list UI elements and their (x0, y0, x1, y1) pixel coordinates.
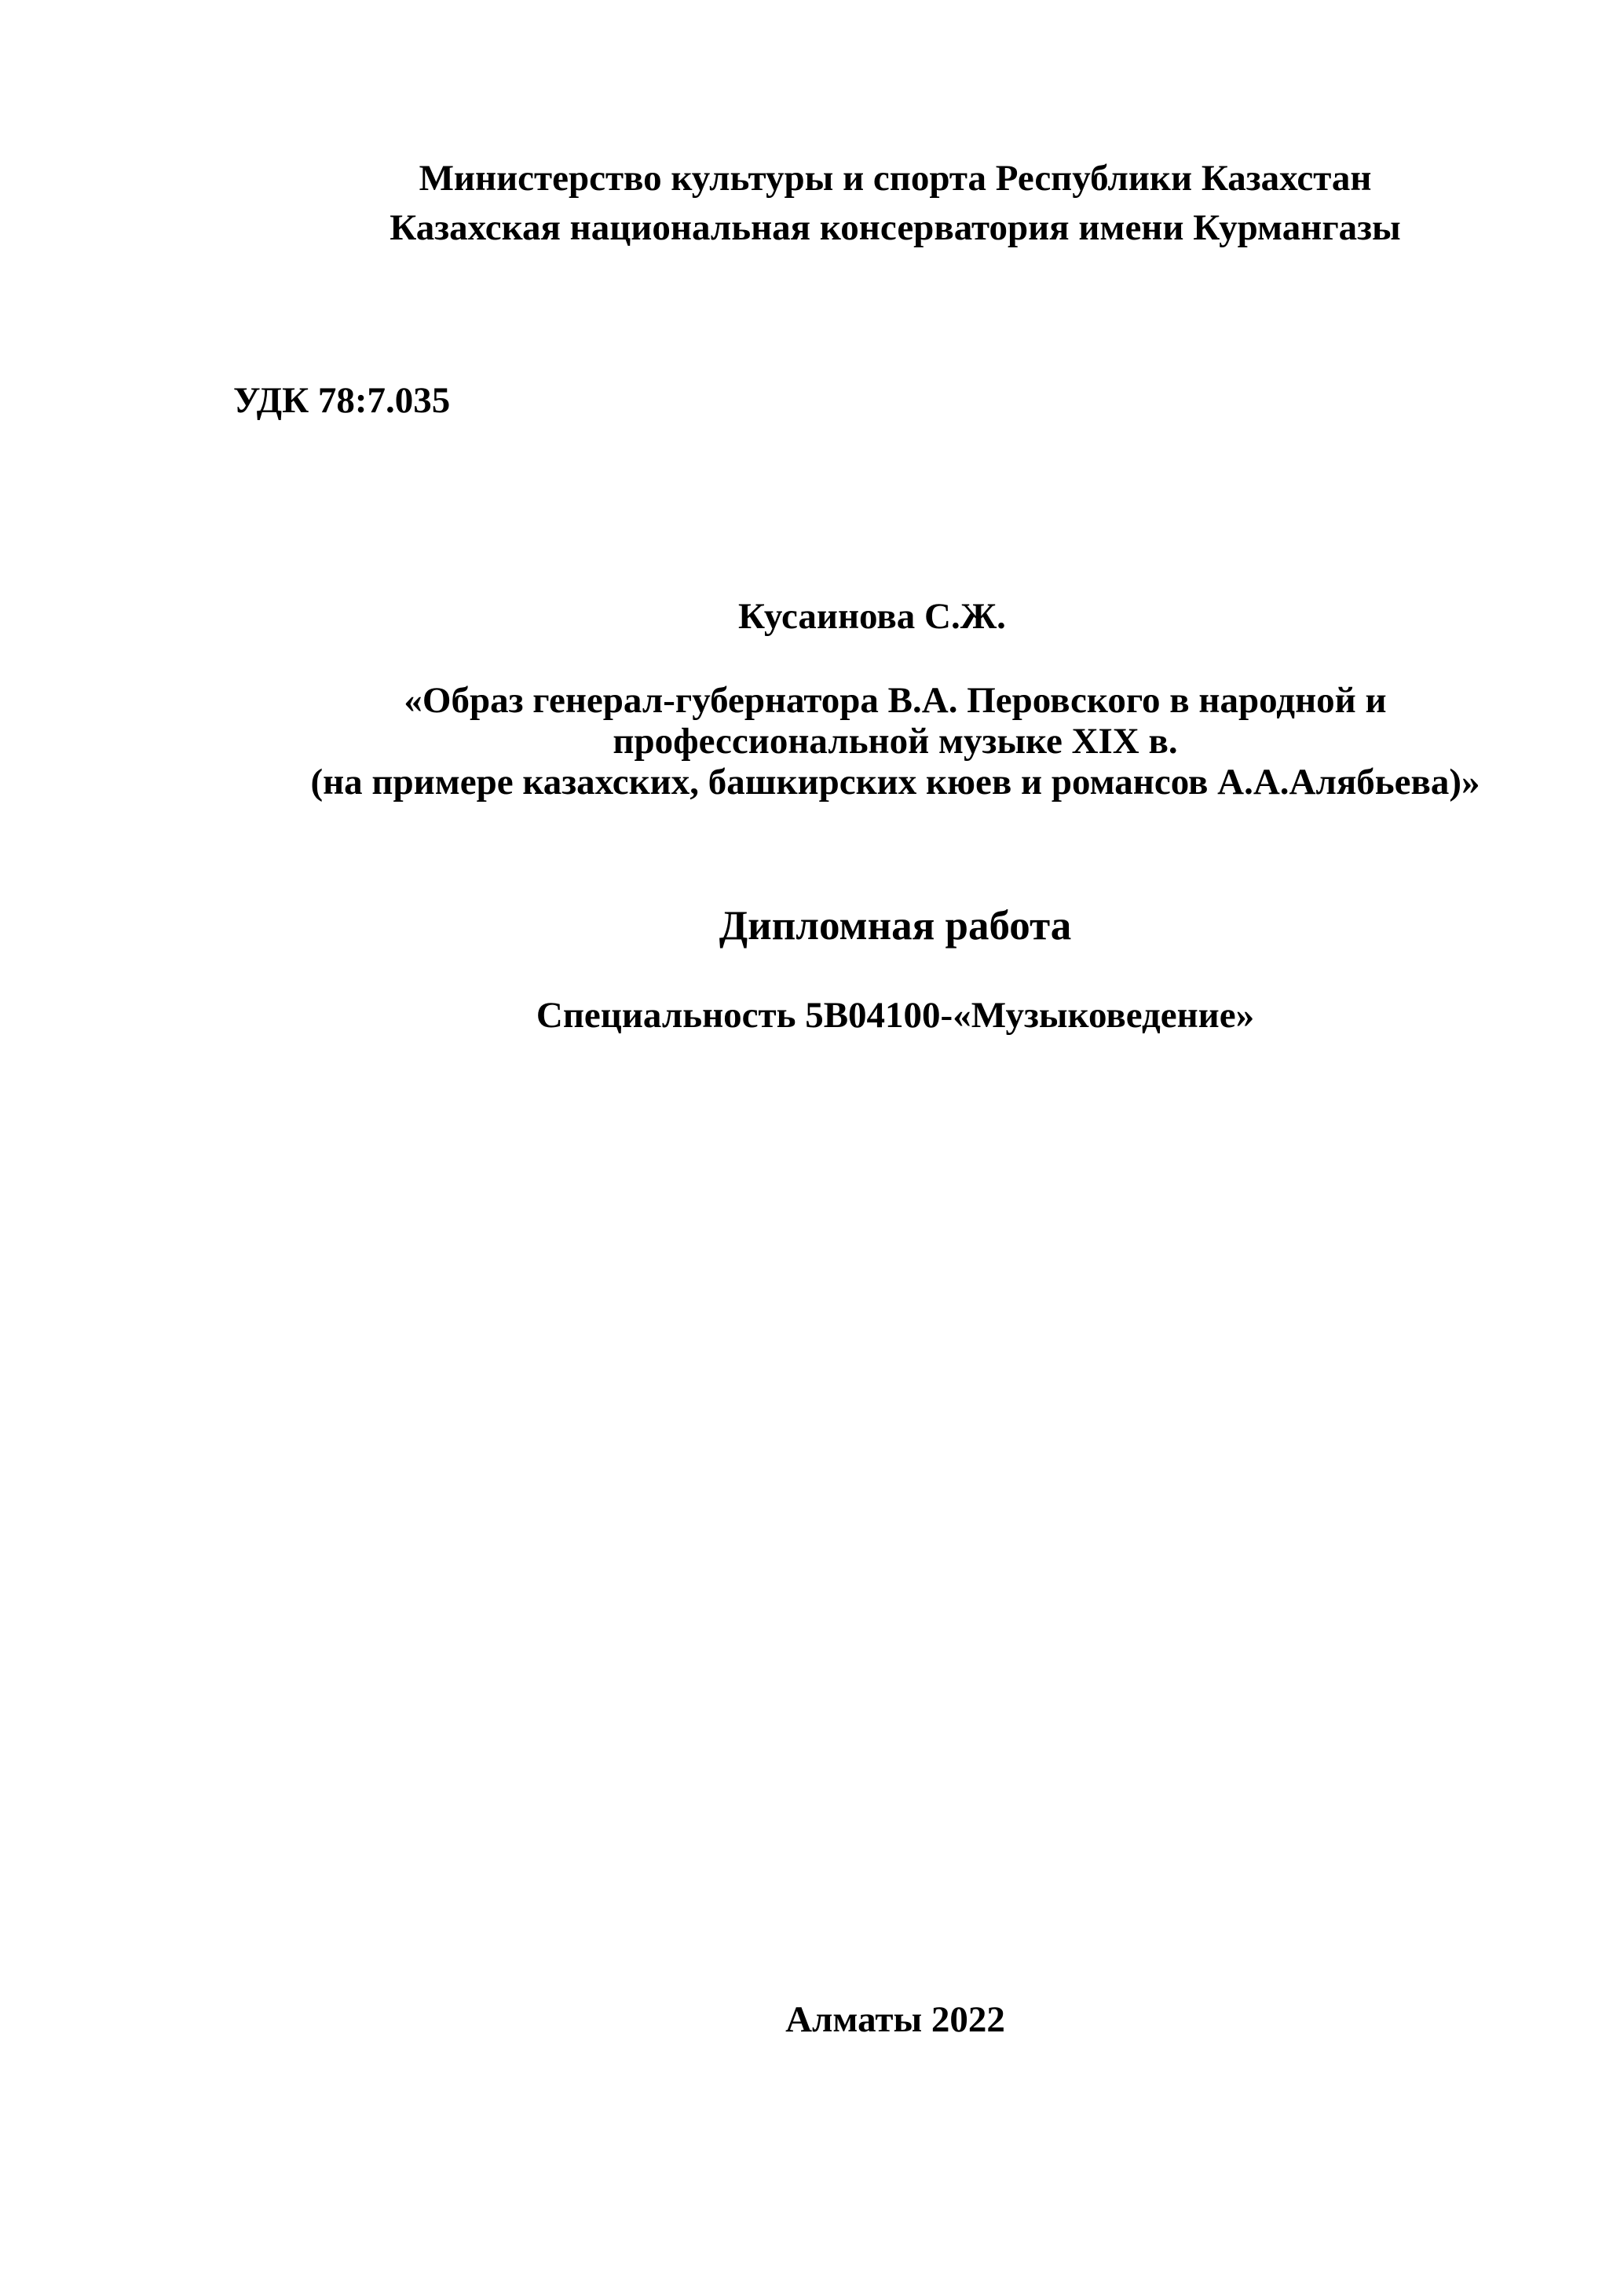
document-type: Дипломная работа (719, 903, 1072, 949)
title-page-header (346, 154, 1445, 253)
ministry-name: Министерство культуры и спорта Республики Казахстан (419, 158, 1372, 199)
author-name: Кусаинова С.Ж. (738, 596, 1006, 637)
institution-name: Казахская национальная консерватория имени Курмангазы (390, 207, 1401, 248)
thesis-title-line-3: (на примере казахских, башкирских кюев и романсов А.А.Алябьева)» (310, 762, 1480, 803)
thesis-title (267, 680, 1523, 803)
thesis-title-line-2: профессиональной музыке XIX в. (613, 721, 1178, 762)
udk-code: УДК 78:7.035 (233, 380, 451, 421)
thesis-title-line-1: «Образ генерал-губернатора В.А. Перовского в народной и (404, 680, 1387, 721)
specialty: Специальность 5В04100-«Музыковедение» (536, 995, 1255, 1036)
city-year: Алматы 2022 (785, 1999, 1005, 2040)
